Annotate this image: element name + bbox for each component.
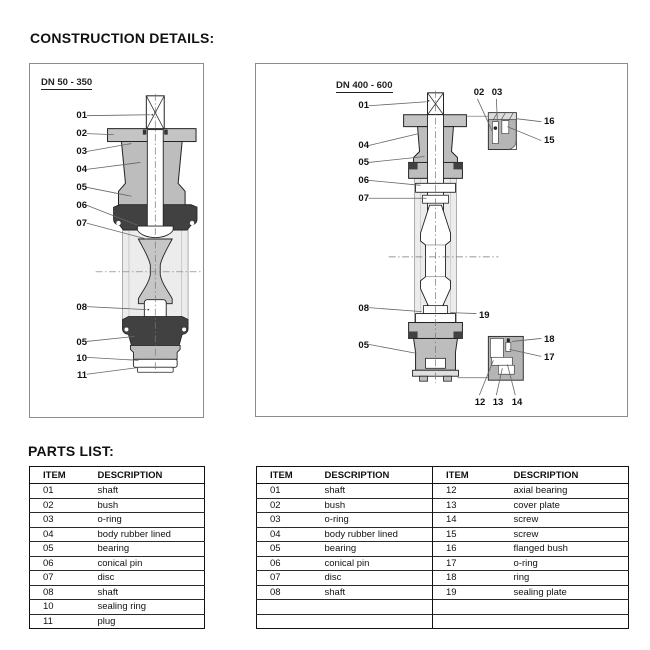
callout-label-16: 16 [544, 116, 555, 127]
item-number-cell [257, 600, 312, 615]
table-row [30, 542, 205, 557]
item-number-cell: 16 [433, 542, 501, 557]
callout-label-19: 19 [479, 310, 490, 321]
callout-label-14: 14 [511, 397, 523, 408]
description-cell: bush [85, 498, 205, 513]
callout-label-04: 04 [76, 164, 87, 175]
description-cell: bearing [312, 542, 433, 557]
description-cell [312, 600, 433, 615]
item-number-cell: 10 [30, 600, 85, 615]
description-cell: bearing [85, 542, 205, 557]
item-number-cell [433, 600, 501, 615]
description-cell: sealing plate [501, 585, 629, 600]
description-cell: ring [501, 571, 629, 586]
table-header-row [257, 467, 629, 484]
description-cell: bush [312, 498, 433, 513]
description-cell [501, 614, 629, 629]
table-row [257, 600, 629, 615]
callout-label-08: 08 [358, 303, 369, 314]
callout-label-07: 07 [358, 193, 369, 204]
description-cell: o-ring [312, 513, 433, 528]
item-number-cell: 12 [433, 484, 501, 499]
description-cell: o-ring [85, 513, 205, 528]
item-number-cell: 06 [257, 556, 312, 571]
table-row [257, 542, 629, 557]
description-cell: o-ring [501, 556, 629, 571]
table-row [30, 527, 205, 542]
column-header-item: ITEM [433, 467, 501, 484]
callout-label-03: 03 [76, 146, 87, 157]
callout-label-06: 06 [358, 175, 369, 186]
description-cell: body rubber lined [312, 527, 433, 542]
callout-label-03: 03 [491, 87, 503, 98]
description-cell: conical pin [85, 556, 205, 571]
column-header-description: DESCRIPTION [501, 467, 629, 484]
callout-label-01: 01 [76, 110, 87, 121]
diagram-panel-dn50-350 [29, 63, 204, 418]
item-number-cell [433, 614, 501, 629]
table-header-row [30, 467, 205, 484]
table-row [257, 513, 629, 528]
diagram-panel-dn400-600 [255, 63, 628, 417]
table-row [30, 614, 205, 629]
callout-label-08: 08 [76, 302, 87, 313]
callout-label-02: 02 [76, 128, 87, 139]
callout-label-05: 05 [76, 182, 87, 193]
column-header-description: DESCRIPTION [85, 467, 205, 484]
callout-label-02: 02 [473, 87, 485, 98]
item-number-cell: 07 [30, 571, 85, 586]
column-header-item: ITEM [30, 467, 85, 484]
table-row [30, 600, 205, 615]
callout-label-05: 05 [358, 340, 369, 351]
item-number-cell: 13 [433, 498, 501, 513]
item-number-cell: 03 [257, 513, 312, 528]
callout-label-05: 05 [358, 157, 369, 168]
table-row [30, 513, 205, 528]
table-row [257, 614, 629, 629]
item-number-cell: 04 [257, 527, 312, 542]
table-row [257, 498, 629, 513]
parts-table-dn50-350 [29, 466, 204, 629]
item-number-cell: 14 [433, 513, 501, 528]
valve-cross-section-dn400-600 [256, 64, 627, 416]
item-number-cell: 05 [30, 542, 85, 557]
description-cell: flanged bush [501, 542, 629, 557]
table-row [30, 585, 205, 600]
item-number-cell: 08 [30, 585, 85, 600]
table-row [30, 498, 205, 513]
description-cell: plug [85, 614, 205, 629]
item-number-cell: 03 [30, 513, 85, 528]
description-cell: screw [501, 527, 629, 542]
callout-label-15: 15 [544, 135, 555, 146]
valve-cross-section-dn50-350 [30, 64, 203, 417]
table-row [257, 571, 629, 586]
page-title: CONSTRUCTION DETAILS: [30, 30, 215, 46]
item-number-cell: 02 [257, 498, 312, 513]
variant-label-dn400-600: DN 400 - 600 [336, 80, 393, 91]
column-header-description: DESCRIPTION [312, 467, 433, 484]
table-row [30, 571, 205, 586]
table-row [257, 527, 629, 542]
description-cell: screw [501, 513, 629, 528]
parts-list-heading: PARTS LIST: [28, 443, 114, 459]
callout-label-01: 01 [358, 100, 369, 111]
callout-label-05: 05 [76, 337, 87, 348]
description-cell: axial bearing [501, 484, 629, 499]
callout-label-07: 07 [76, 218, 87, 229]
callout-label-04: 04 [358, 140, 369, 151]
variant-label-dn50-350: DN 50 - 350 [41, 77, 93, 88]
callout-label-18: 18 [544, 334, 555, 345]
description-cell: cover plate [501, 498, 629, 513]
item-number-cell: 19 [433, 585, 501, 600]
description-cell: disc [85, 571, 205, 586]
item-number-cell [257, 614, 312, 629]
item-number-cell: 01 [257, 484, 312, 499]
callout-label-10: 10 [76, 353, 87, 364]
callout-label-12: 12 [474, 397, 486, 408]
description-cell: disc [312, 571, 433, 586]
parts-table-dn400-600 [256, 466, 628, 629]
item-number-cell: 04 [30, 527, 85, 542]
item-number-cell: 01 [30, 484, 85, 499]
callout-label-17: 17 [544, 352, 555, 363]
item-number-cell: 17 [433, 556, 501, 571]
callout-label-06: 06 [76, 200, 87, 211]
item-number-cell: 02 [30, 498, 85, 513]
item-number-cell: 08 [257, 585, 312, 600]
description-cell: body rubber lined [85, 527, 205, 542]
table-row [257, 556, 629, 571]
callout-label-11: 11 [76, 370, 87, 381]
description-cell: shaft [312, 484, 433, 499]
item-number-cell: 07 [257, 571, 312, 586]
callout-label-13: 13 [492, 397, 504, 408]
description-cell: shaft [85, 484, 205, 499]
item-number-cell: 15 [433, 527, 501, 542]
item-number-cell: 18 [433, 571, 501, 586]
description-cell: sealing ring [85, 600, 205, 615]
table-row [30, 484, 205, 499]
table-row [30, 556, 205, 571]
description-cell: shaft [312, 585, 433, 600]
description-cell: shaft [85, 585, 205, 600]
description-cell [501, 600, 629, 615]
column-header-item: ITEM [257, 467, 312, 484]
table-row [257, 585, 629, 600]
description-cell: conical pin [312, 556, 433, 571]
item-number-cell: 06 [30, 556, 85, 571]
description-cell [312, 614, 433, 629]
table-row [257, 484, 629, 499]
item-number-cell: 05 [257, 542, 312, 557]
item-number-cell: 11 [30, 614, 85, 629]
